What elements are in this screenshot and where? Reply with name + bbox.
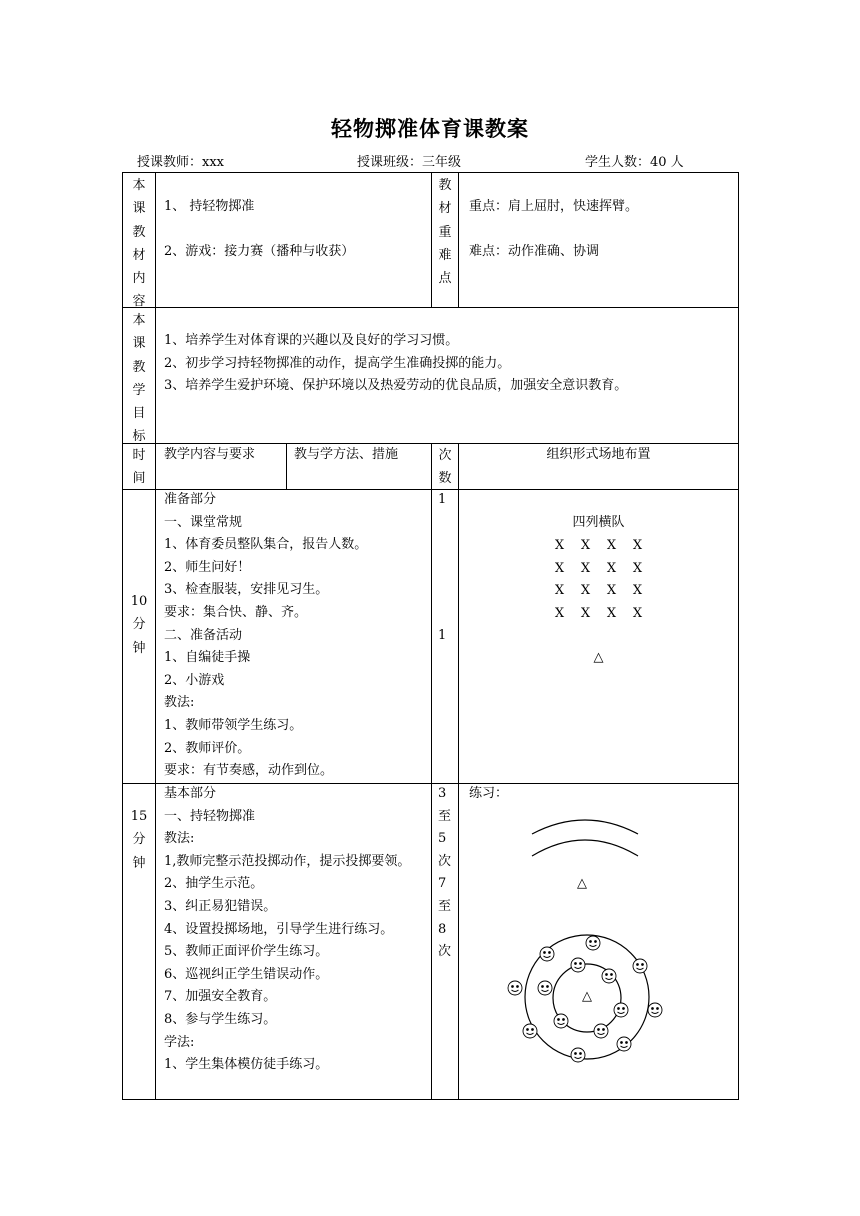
- goals-section-label: 本 课 教 学 目 标: [132, 313, 146, 445]
- class-info: 授课班级：三年级: [357, 155, 462, 170]
- header-layout: 组织形式场地布置: [546, 447, 651, 462]
- practice-label: 练习：: [469, 786, 509, 801]
- goal-item: 3、培养学生爱护环境、保护环境以及热爱劳动的优良品质，加强安全意识教育。: [164, 378, 628, 394]
- basic-line: 8、参与学生练习。: [164, 1011, 277, 1027]
- header-method: 教与学方法、措施: [294, 447, 399, 462]
- goal-item: 1、培养学生对体育课的兴趣以及良好的学习习惯。: [164, 333, 459, 348]
- prep-line: 二、准备活动: [164, 627, 243, 643]
- prep-line: 要求：有节奏感，动作到位。: [164, 763, 334, 779]
- basic-line: 1,教师完整示范投掷动作，提示投掷要领。: [164, 853, 411, 869]
- prep-line: 要求：集合快、静、齐。: [164, 604, 308, 620]
- prep-line: 准备部分: [164, 492, 217, 507]
- basic-line: 6、巡视纠正学生错误动作。: [164, 966, 329, 982]
- basic-line: 5、教师正面评价学生练习。: [164, 944, 329, 960]
- basic-line: 学法:: [164, 1034, 195, 1050]
- formation-title: 四列横队: [572, 515, 625, 530]
- basic-line: 1、学生集体模仿徒手练习。: [164, 1057, 329, 1073]
- basic-line: 基本部分: [164, 786, 217, 801]
- basic-line: 7、加强安全教育。: [164, 989, 277, 1005]
- basic-line: 一、持轻物掷准: [164, 808, 256, 824]
- teacher-info: 授课教师：xxx: [137, 155, 224, 170]
- page-title: 轻物掷准体育课教案: [331, 116, 529, 141]
- key-point: 重点：肩上屈肘，快速挥臂。: [469, 199, 639, 214]
- formation-row: X X X X: [554, 583, 643, 599]
- prep-line: 2、教师评价。: [164, 740, 251, 756]
- teacher-triangle-icon: △: [593, 650, 604, 665]
- formation-row: X X X X: [554, 560, 643, 576]
- prep-line: 1、体育委员整队集合，报告人数。: [164, 537, 368, 553]
- basic-line: 3、纠正易犯错误。: [164, 898, 277, 914]
- prep-count: 1: [438, 628, 447, 643]
- center-triangle-icon: △: [582, 989, 592, 1004]
- formation-row: X X X X: [554, 605, 643, 621]
- basic-line: 2、抽学生示范。: [164, 876, 264, 892]
- student-count-info: 学生人数：40 人: [585, 155, 684, 170]
- focus-section-label: 教 材 重 难 点: [438, 178, 452, 287]
- basic-line: 教法:: [164, 831, 195, 847]
- prep-line: 教法:: [164, 695, 195, 711]
- prep-content: [164, 489, 367, 783]
- content-section-label: 本 课 教 材 内 容: [132, 178, 146, 310]
- teacher-triangle-icon: △: [577, 876, 587, 891]
- basic-count: 3 至 5 次 7 至 8 次: [438, 786, 452, 960]
- goals-list: [164, 330, 627, 398]
- content-item: 2、游戏：接力赛（播种与收获）: [164, 244, 355, 259]
- difficulty-point: 难点：动作准确、协调: [469, 244, 600, 259]
- prep-line: 2、小游戏: [164, 672, 225, 688]
- prep-line: 2、师生问好！: [164, 559, 251, 575]
- prep-count: 1: [438, 492, 447, 507]
- formation-row: X X X X: [554, 538, 643, 553]
- goal-item: 2、初步学习持轻物掷准的动作，提高学生准确投掷的能力。: [164, 355, 511, 371]
- prep-time: 10 分 钟: [130, 594, 148, 656]
- formation-grid: [459, 535, 738, 625]
- header-count: 次 数: [438, 448, 452, 487]
- header-time: 时 间: [132, 448, 146, 487]
- header-content: 教学内容与要求: [164, 447, 256, 462]
- prep-line: 1、教师带领学生练习。: [164, 717, 303, 733]
- throwing-arcs: [520, 812, 650, 862]
- basic-content: [164, 783, 427, 1077]
- prep-line: 3、检查服装，安排见习生。: [164, 582, 329, 598]
- basic-line: 4、设置投掷场地，引导学生进行练习。: [164, 921, 394, 937]
- content-item: 1、 持轻物掷准: [164, 199, 255, 214]
- prep-line: 一、课堂常规: [164, 514, 243, 530]
- basic-time: 15 分 钟: [130, 809, 148, 871]
- prep-line: 1、自编徒手操: [164, 650, 251, 666]
